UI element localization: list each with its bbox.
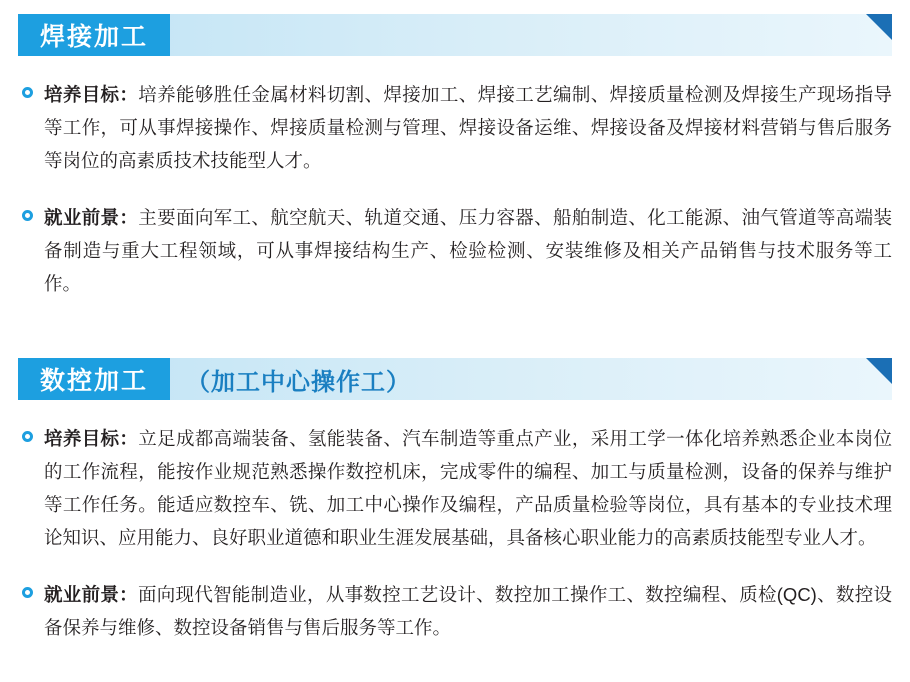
bullet-icon bbox=[22, 87, 33, 98]
paragraph-text: 面向现代智能制造业，从事数控工艺设计、数控加工操作工、数控编程、质检(QC)、数控设备保养与维修、数控设备销售与售后服务等工作。 bbox=[44, 584, 892, 638]
paragraph-text: 主要面向军工、航空航天、轨道交通、压力容器、船舶制造、化工能源、油气管道等高端装备制造与重大工程领域，可从事焊接结构生产、检验检测、安装维修及相关产品销售与技术服务等工作。 bbox=[44, 207, 892, 294]
paragraph-job-prospect-cnc bbox=[22, 578, 892, 644]
section-subtitle-cnc: （加工中心操作工） bbox=[186, 368, 412, 396]
section-header-welding bbox=[18, 14, 892, 56]
section-header-cnc bbox=[18, 358, 892, 400]
document-page bbox=[0, 14, 910, 682]
section-body-cnc bbox=[18, 422, 892, 644]
paragraph-text: 培养能够胜任金属材料切割、焊接加工、焊接工艺编制、焊接质量检测及焊接生产现场指导等工作，可从事焊接操作、焊接质量检测与管理、焊接设备运维、焊接设备及焊接材料营销与售后服务等岗位的高素质技术技能型人才。 bbox=[44, 84, 892, 171]
paragraph-label: 就业前景： bbox=[44, 584, 138, 605]
paragraph-label: 就业前景： bbox=[44, 207, 139, 228]
bullet-icon bbox=[22, 587, 33, 598]
paragraph-text: 立足成都高端装备、氢能装备、汽车制造等重点产业，采用工学一体化培养熟悉企业本岗位的工作流程，能按作业规范熟悉操作数控机床，完成零件的编程、加工与质量检测，设备的保养与维护等工作任务。能适应数控车、铣、加工中心操作及编程，产品质量检验等岗位，具有基本的专业技术理论知识、应用能力、良好职业道德和职业生涯发展基础，具备核心职业能力的高素质技能型专业人才。 bbox=[44, 428, 892, 548]
section-body-welding bbox=[18, 78, 892, 300]
bullet-icon bbox=[22, 210, 33, 221]
paragraph-training-goal-cnc bbox=[22, 422, 892, 554]
paragraph-job-prospect-welding bbox=[22, 201, 892, 300]
bullet-icon bbox=[22, 431, 33, 442]
section-title-welding: 焊接加工 bbox=[18, 14, 170, 56]
paragraph-training-goal-welding bbox=[22, 78, 892, 177]
section-title-cnc: 数控加工 bbox=[18, 358, 170, 400]
paragraph-label: 培养目标： bbox=[44, 84, 139, 105]
paragraph-label: 培养目标： bbox=[44, 428, 139, 449]
